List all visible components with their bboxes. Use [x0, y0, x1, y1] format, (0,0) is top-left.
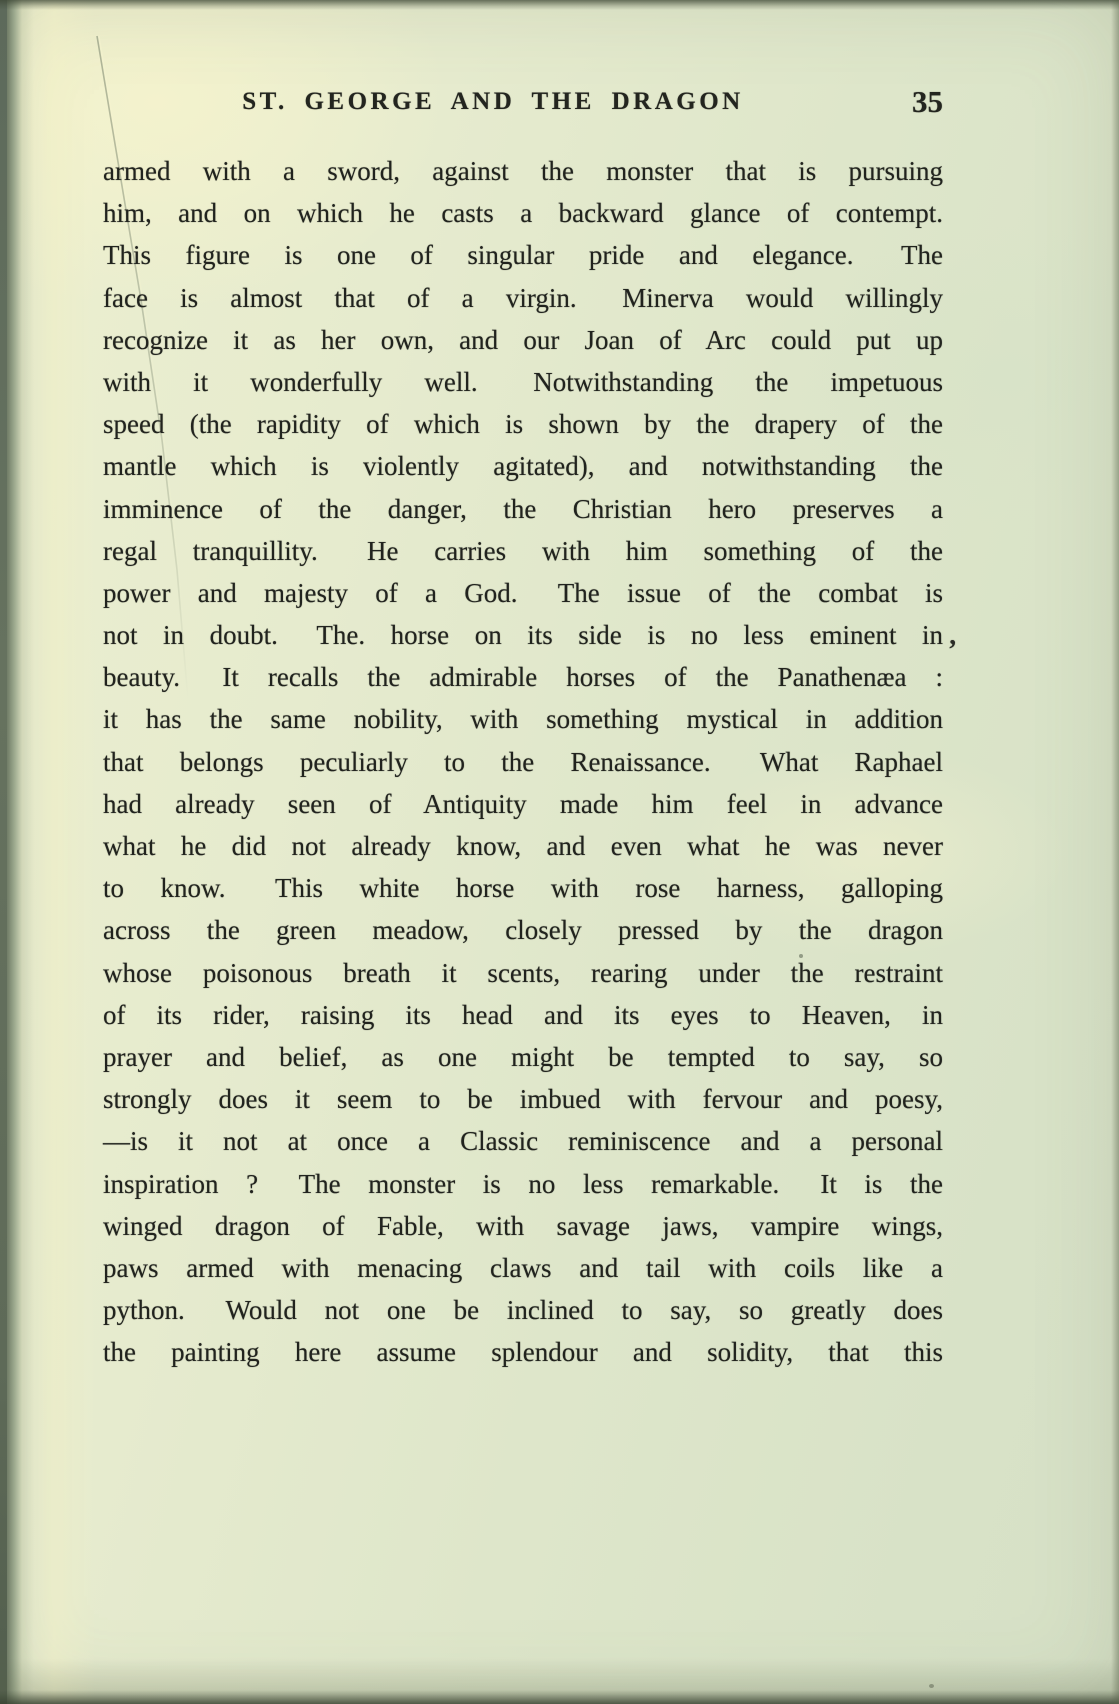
text-line: beauty. It recalls the admirable horses of the Panathenæa : — [103, 662, 943, 693]
text-line: power and majesty of a God. The issue of the combat is — [103, 577, 943, 608]
text-line: armed with a sword, against the monster that is pursuing — [103, 156, 943, 186]
text-line: had already seen of Antiquity made him feel in advance — [103, 788, 943, 819]
text-line: what he did not already know, and even what he was never — [103, 831, 943, 861]
text-line: imminence of the danger, the Christian hero preserves a — [103, 493, 943, 524]
page-edge-top — [0, 0, 1119, 10]
text-line: regal tranquillity. He carries with him something of the — [103, 535, 943, 566]
text-line: strongly does it seem to be imbued with fervour and poesy, — [103, 1084, 943, 1115]
ink-speck — [929, 1684, 934, 1688]
text-line: it has the same nobility, with something mystical in addition — [103, 704, 943, 735]
text-line: recognize it as her own, and our Joan of Arc could put up — [103, 324, 943, 355]
book-spine-edge — [0, 0, 7, 1704]
page-body-text — [103, 150, 943, 1373]
text-line: across the green meadow, closely pressed by the dragon — [103, 915, 943, 946]
text-line: that belongs peculiarly to the Renaissance. What Raphael — [103, 746, 943, 777]
text-line: whose poisonous breath it scents, rearing under the restraint — [103, 957, 943, 988]
page-edge-highlight — [26, 0, 96, 1704]
text-line: mantle which is violently agitated), and notwithstanding the — [103, 451, 943, 482]
text-line: the painting here assume splendour and solidity, that this — [103, 1337, 943, 1368]
stray-ink-mark: ’ — [948, 634, 957, 664]
text-line: inspiration ? The monster is no less remarkable. It is the — [103, 1168, 943, 1199]
text-line: of its rider, raising its head and its eyes to Heaven, in — [103, 999, 943, 1030]
running-head — [103, 84, 943, 130]
text-line: not in doubt. The. horse on its side is no less eminent in — [103, 620, 943, 651]
text-line: —is it not at once a Classic reminiscence and a personal — [103, 1126, 943, 1157]
page-edge-right — [1111, 0, 1119, 1704]
ink-speck — [799, 954, 803, 958]
text-line: paws armed with menacing claws and tail with coils like a — [103, 1252, 943, 1283]
text-line: him, and on which he casts a backward glance of contempt. — [103, 198, 943, 229]
running-header-title: ST. GEORGE AND THE DRAGON — [242, 88, 744, 115]
text-line: python. Would not one be inclined to say, so greatly does — [103, 1295, 943, 1326]
text-line: This figure is one of singular pride and elegance. The — [103, 240, 943, 271]
text-line: prayer and belief, as one might be tempted to say, so — [103, 1041, 943, 1072]
text-line: speed (the rapidity of which is shown by the drapery of the — [103, 409, 943, 440]
text-line: with it wonderfully well. Notwithstanding the impetuous — [103, 366, 943, 397]
text-line: to know. This white horse with rose harness, galloping — [103, 873, 943, 904]
text-line: winged dragon of Fable, with savage jaws, vampire wings, — [103, 1210, 943, 1241]
text-line: face is almost that of a virgin. Minerva would willingly — [103, 282, 943, 313]
page-number: 35 — [912, 84, 943, 119]
page-edge-bottom — [0, 1690, 1119, 1704]
